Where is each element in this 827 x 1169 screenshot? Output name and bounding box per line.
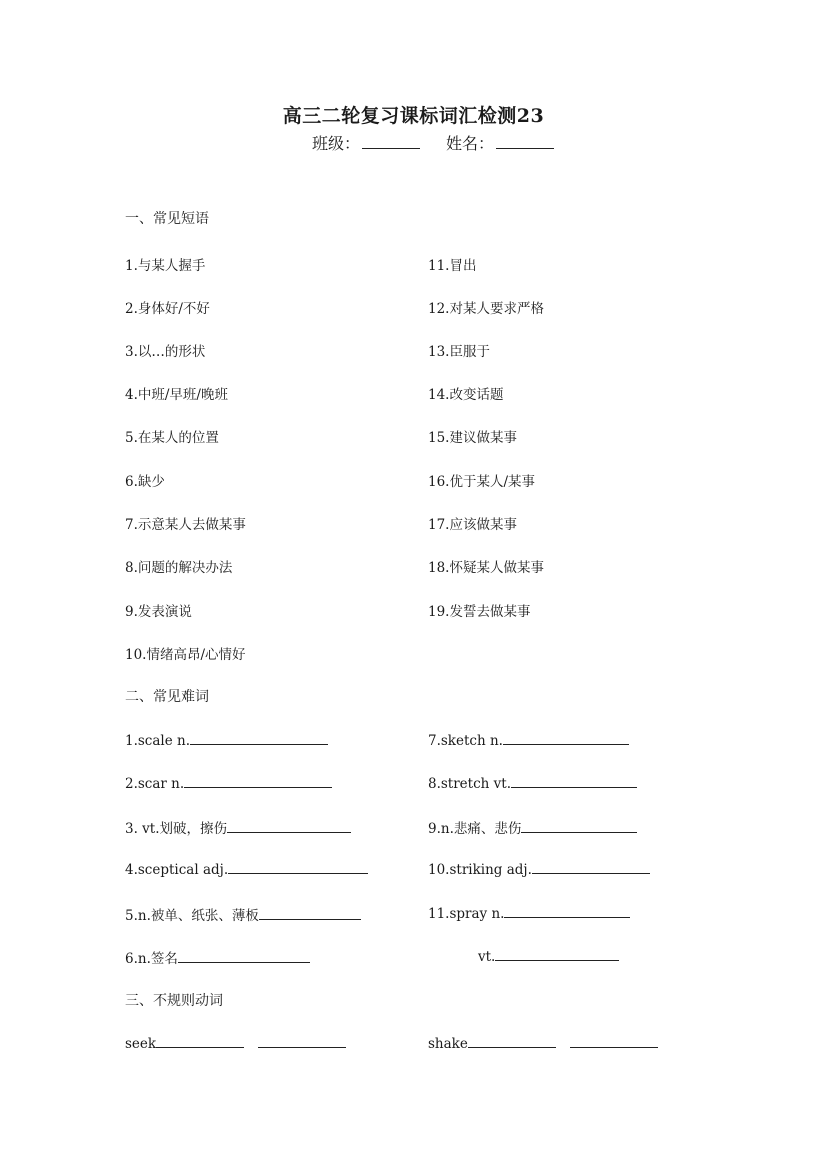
phrase-item: 19.发誓去做某事 [428, 604, 531, 620]
name-blank[interactable] [496, 134, 554, 149]
phrase-item: 4.中班/早班/晚班 [125, 387, 228, 403]
word-item [125, 904, 361, 924]
word-item [125, 860, 368, 878]
word-item [428, 860, 650, 878]
past-participle-blank[interactable] [570, 1034, 658, 1048]
phrase-item: 1.与某人握手 [125, 258, 206, 274]
answer-blank[interactable] [532, 860, 650, 874]
past-participle-blank[interactable] [258, 1034, 346, 1048]
phrase-item: 12.对某人要求严格 [428, 301, 544, 317]
answer-blank[interactable] [259, 906, 361, 920]
word-item [428, 904, 630, 922]
word-label: 7.sketch n. [428, 733, 503, 749]
word-label: 1.scale n. [125, 733, 191, 749]
word-label: 11.spray n. [428, 906, 505, 922]
word-label: 3. vt.划破，擦伤 [125, 821, 228, 837]
phrase-item: 18.怀疑某人做某事 [428, 560, 544, 576]
class-label: 班级： [312, 134, 361, 153]
answer-blank[interactable] [190, 731, 328, 745]
word-label: 10.striking adj. [428, 862, 532, 878]
answer-blank[interactable] [178, 949, 310, 963]
past-tense-blank[interactable] [468, 1034, 556, 1048]
word-item [478, 947, 619, 965]
section1-heading: 一、常见短语 [125, 211, 209, 227]
phrase-item: 11.冒出 [428, 258, 477, 274]
section3-heading: 三、不规则动词 [125, 993, 223, 1009]
student-info-line [312, 131, 554, 154]
word-item [125, 774, 332, 792]
phrase-item: 9.发表演说 [125, 604, 192, 620]
phrase-item: 15.建议做某事 [428, 430, 517, 446]
phrase-item: 16.优于某人/某事 [428, 474, 536, 490]
answer-blank[interactable] [511, 774, 637, 788]
phrase-item: 17.应该做某事 [428, 517, 517, 533]
phrase-item: 10.情绪高昂/心情好 [125, 647, 246, 663]
section2-heading: 二、常见难词 [125, 689, 209, 705]
phrase-item: 14.改变话题 [428, 387, 504, 403]
word-label: 6.n.签名 [125, 951, 178, 967]
past-tense-blank[interactable] [156, 1034, 244, 1048]
answer-blank[interactable] [504, 904, 630, 918]
answer-blank[interactable] [495, 947, 619, 961]
word-item [125, 817, 351, 837]
answer-blank[interactable] [521, 819, 637, 833]
phrase-item: 13.臣服于 [428, 344, 490, 360]
name-label: 姓名： [446, 134, 495, 153]
word-item [428, 817, 637, 837]
phrase-item: 7.示意某人去做某事 [125, 517, 246, 533]
word-label: 8.stretch vt. [428, 776, 511, 792]
phrase-item: 2.身体好/不好 [125, 301, 210, 317]
word-label: 5.n.被单、纸张、薄板 [125, 908, 259, 924]
word-label: 2.scar n. [125, 776, 185, 792]
word-label: vt. [478, 949, 496, 965]
class-blank[interactable] [362, 134, 420, 149]
verb-item [428, 1034, 658, 1052]
phrase-item: 3.以…的形状 [125, 344, 206, 360]
word-item [125, 731, 328, 749]
phrase-item: 5.在某人的位置 [125, 430, 219, 446]
word-item [125, 947, 310, 967]
verb-label: shake [428, 1036, 468, 1052]
verb-item [125, 1034, 346, 1052]
answer-blank[interactable] [227, 819, 351, 833]
word-label: 4.sceptical adj. [125, 862, 229, 878]
word-label: 9.n.悲痛、悲伤 [428, 821, 522, 837]
answer-blank[interactable] [228, 860, 368, 874]
page-title: 高三二轮复习课标词汇检测23 [282, 105, 545, 127]
phrase-item: 6.缺少 [125, 474, 165, 490]
verb-label: seek [125, 1036, 157, 1052]
word-item [428, 731, 629, 749]
answer-blank[interactable] [503, 731, 629, 745]
word-item [428, 774, 637, 792]
phrase-item: 8.问题的解决办法 [125, 560, 233, 576]
answer-blank[interactable] [184, 774, 332, 788]
